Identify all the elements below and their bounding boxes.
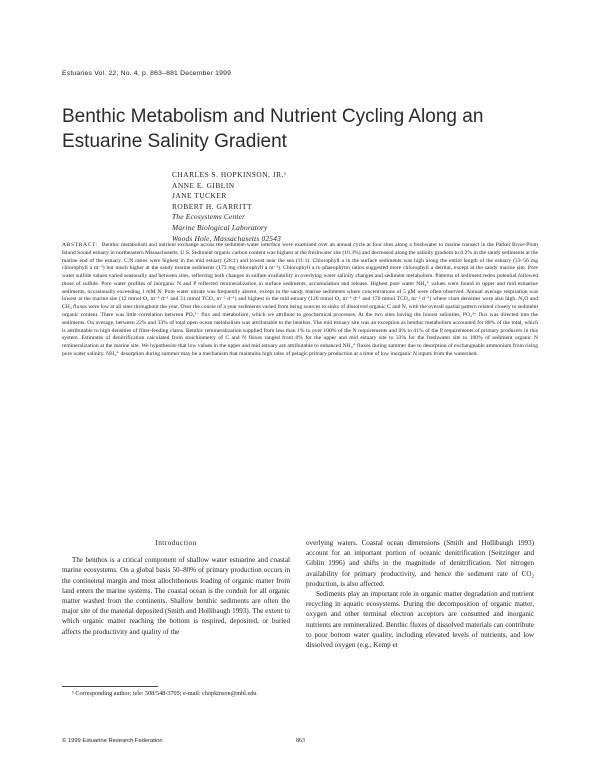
copyright-notice: © 1999 Estuarine Research Federation [62,738,163,744]
affiliation-line: Marine Biological Laboratory [172,222,268,232]
article-title: Benthic Metabolism and Nutrient Cycling Along an Estuarine Salinity Gradient [62,106,484,152]
author-name: CHARLES S. HOPKINSON, JR.¹ [172,170,287,179]
author-name: JANE TUCKER [172,191,227,201]
author-name: ROBERT H. GARRITT [172,201,252,211]
page-number: 863 [296,738,305,744]
abstract-text: Benthic metabolism and nutrient exchange across the sediment-water interface were examined over an annual cycle at four sites along a freshwater to marine transect in the Parker River-Plum Island Sound estuary in northeastern Massachusetts. U.S. Sediment organic carbon content was highest at the freshwater site (10.3%) and decreased along the salinity gradient to 0.2% in the sandy sediments at the marine end of the estuary. C:N ratios were highest in the mid estuary (28:1) and lowest near the sea (11:1). Chlorophyll a in the surface sediments was high along the entire length of the estuary (33–56 mg chlorophyll a m⁻²) but much higher at the sandy marine sediments (173 mg chlorophyll a m⁻²). Chlorophyll a to phaeophytin ratios suggested more chlorophyll a detrital, except at the sandy marine site. Pore water sulfide values varied seasonally and between sites, reflecting both changes in sulfate availability in overlying water salinity changes and sediment metabolism. Patterns of sediment redox potential followed those of sulfide. Pore water profiles of inorganic N and P reflected remineralization in surface sediments, accumulation and release. Highest pore water NH₄⁺ values were found in upper and mid estuarine sediments, occasionally exceeding 1 mM N. Pore water nitrate was frequently absent, except in the sandy marine sediments where concentrations of 5 μM were often observed. Annual average respiration was lowest at the marine site (12 mmol O₂ m⁻² d⁻¹ and 31 mmol TCO₂ m⁻² d⁻¹) and highest in the mid estuary (120 mmol O₂ m⁻² d⁻¹ and 170 mmol TCO₂ m⁻² d⁻¹) where clam densities were also high. N₂O and CH₄ fluxes were low at all sites throughout the year. Over the course of a year sediments varied from being sources to sinks of dissolved organic C and N, with the overall spatial pattern related closely to sediment organic content. There was little correlation between PO₄³⁻ flux and metabolism, which we attribute to geochemical processes. At the two sites having the lowest salinities, PO₄³⁻ flux was directed into the sediments. On average, between 22% and 33% of total open ocean metabolism was attributable to the benthos. The mid estuary site was an exception as benthic metabolism accounted for 88% of the total, which is attributable to high densities of filter-feeding clams. Benthic remineralization supplied from less than 1% to over 100% of the N requirements and 0% to 41% of the P requirements of primary producers in this system. Estimates of denitrification calculated from stoichiometry of C and N fluxes ranged from 0% for the upper and mid estuary site to 33% for the freshwater site to 100% of sediment organic N remineralization at the marine site. We hypothesize that low values in the upper and mid estuary are attributable to enhanced NH₄⁺ fluxes during summer due to desorption of exchangeable ammonium from rising pore water salinity. NH₄⁺ desorption during summer may be a mechanism that maintains high rates of pelagic primary production at a time of low inorganic N inputs from the watershed. [62,242,538,357]
abstract-label: ABSTRACT: [62,242,98,248]
right-column [306,538,534,650]
abstract [62,242,538,359]
body-paragraph: Sediments play an important role in organic matter degradation and nutrient recycling in aquatic ecosystems. During the decomposition of organic matter, oxygen and other terminal electron acceptors are consumed and inorganic nutrients are remineralized. Benthic fluxes of dissolved materials can contribute to poor bottom water quality, including elevated levels of nutrients, and low dissolved oxygen (e.g., Kemp et [306,590,534,650]
affiliation-line: The Ecosystems Center [172,212,246,222]
author-block [172,170,287,244]
body-paragraph: overlying waters. Coastal ocean dimensions (Smith and Hollibaugh 1993) account for an important portion of oceanic denitrification (Seitzinger and Giblin 1996) and shifts in the magnitude of denitrification. Net nitrogen availability for primary productivity, and hence the sediment rate of CO₂ production, is also affected. [306,539,534,588]
affiliation-line: Woods Hole, Massachusetts 02543 [172,233,281,243]
author-name: ANNE E. GIBLIN [172,180,235,190]
corresponding-author-footnote: ¹ Corresponding author; tele: 508/548-3705; e-mail: chopkinson@mbl.edu. [72,690,258,697]
footnote-rule [62,686,158,687]
body-paragraph: The benthos is a critical component of shallow water estuarine and coastal marine ecosystems. On a global basis 50–80% of primary production occurs in the continental margin and most allochthonous loading of organic matter from land enters the marine systems. The coastal ocean is the conduit for all organic matter washed from the continents. Shallow benthic sediments are often the major site of the material deposited (Smith and Hollibaugh 1993). The extent to which organic matter reaching the bottom is respired, deposited, or buried affects the productivity and quality of the [62,556,290,636]
section-heading-introduction: Introduction [155,538,197,547]
left-column [62,538,290,637]
journal-citation: Estuaries Vol. 22, No. 4, p. 863–881 December 1999 [62,70,232,77]
